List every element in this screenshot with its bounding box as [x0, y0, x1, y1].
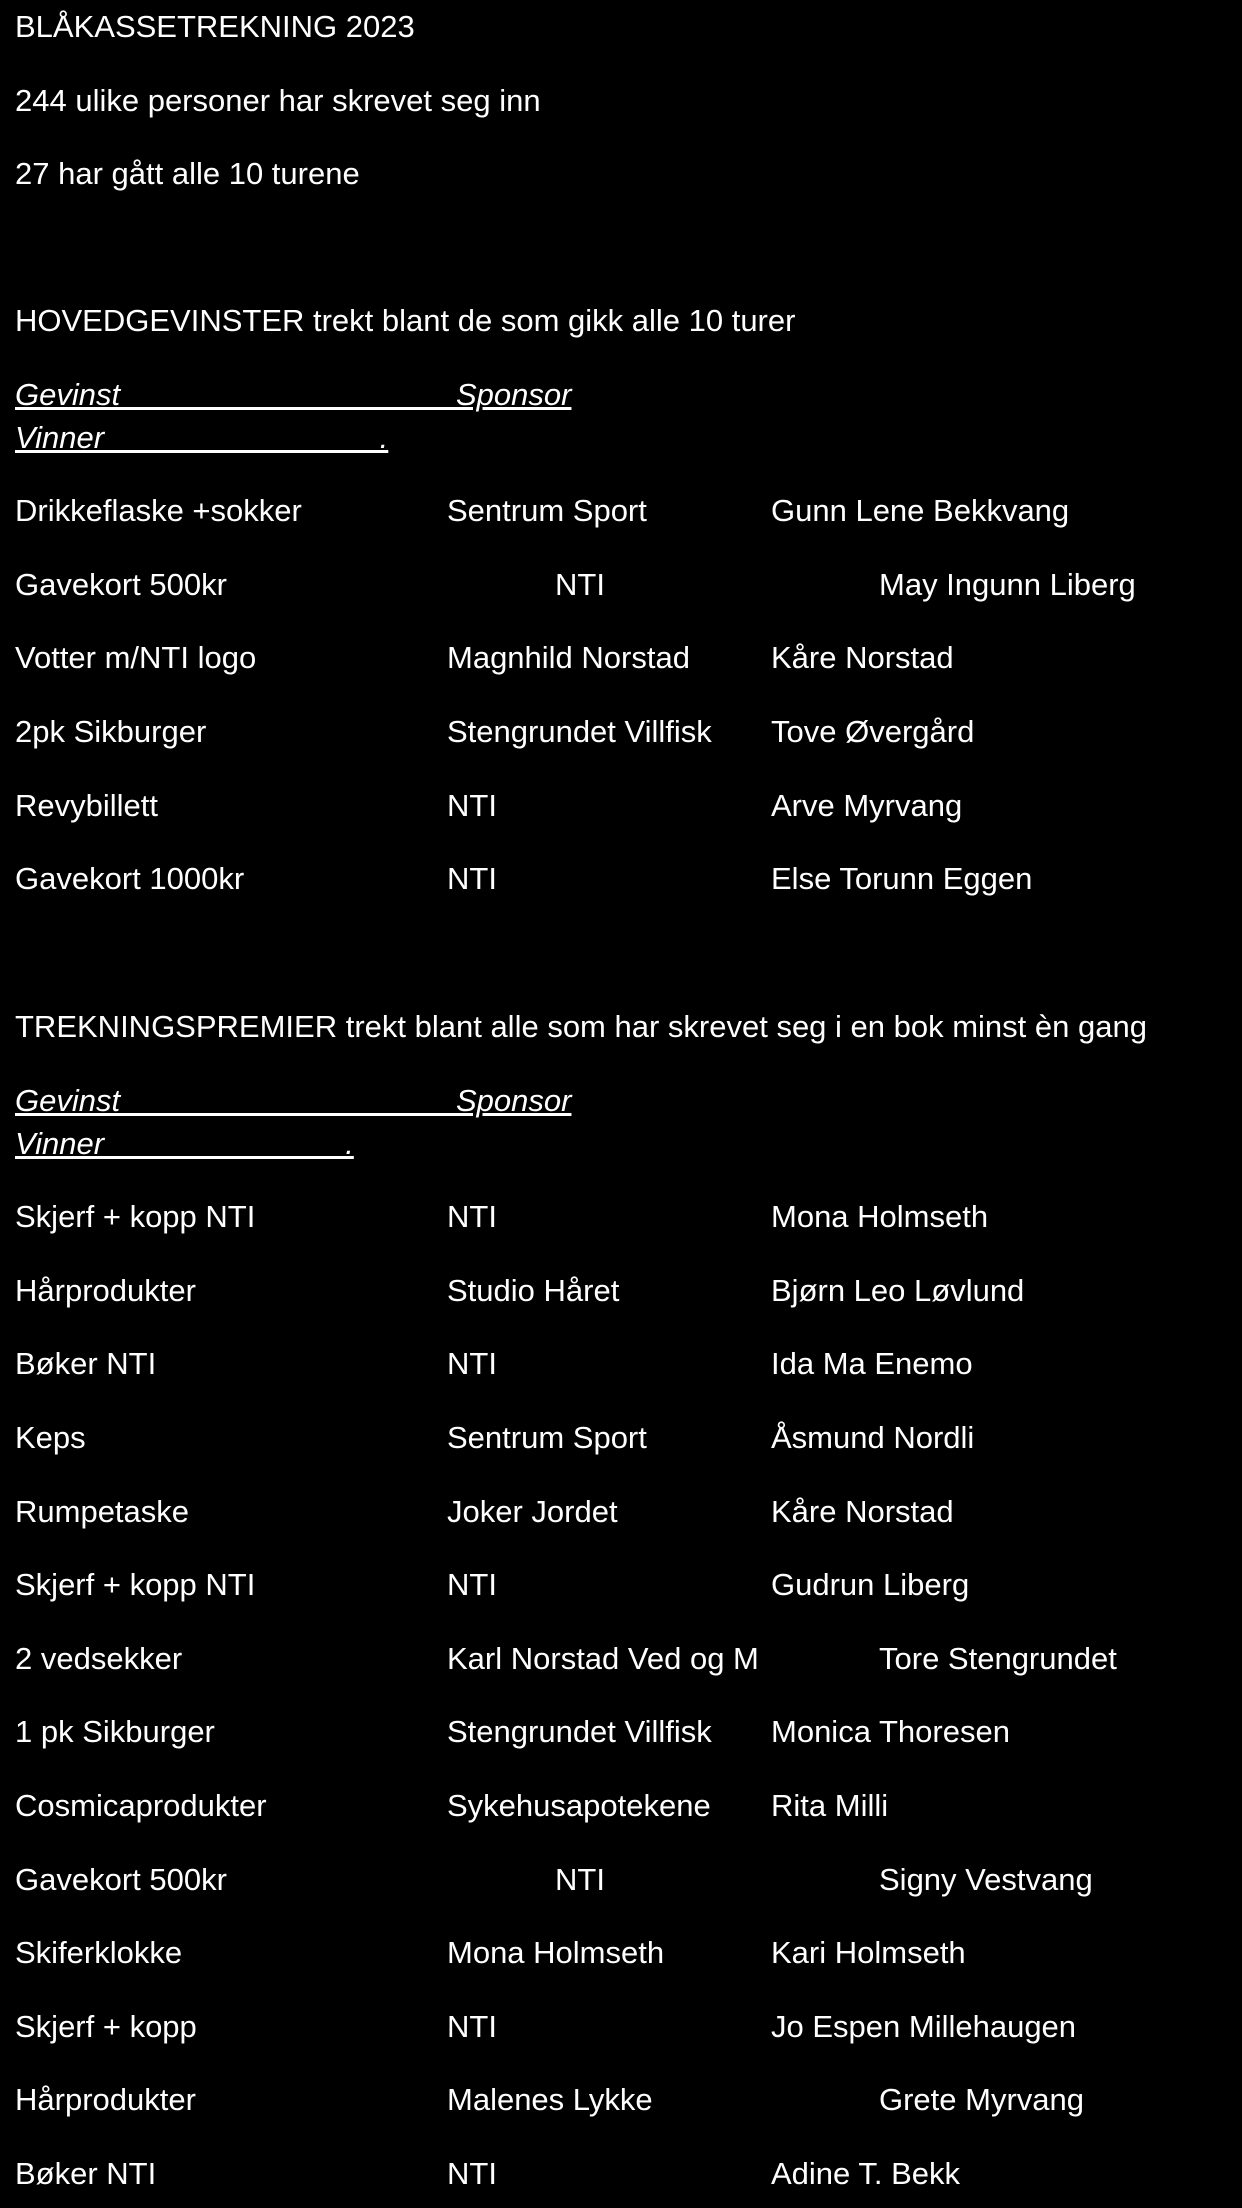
sponsor-cell: NTI — [447, 2009, 497, 2044]
table-row — [0, 642, 1242, 682]
winner-cell: Grete Myrvang — [879, 2082, 1085, 2117]
table-row — [0, 569, 1242, 609]
sponsor-cell: NTI — [447, 1199, 497, 1234]
table-row — [0, 716, 1242, 756]
draw-prizes-header-prize-sponsor: Gevinst Sponsor — [15, 1083, 572, 1118]
prize-cell: Gavekort 500kr — [15, 567, 227, 602]
table-row — [0, 1275, 1242, 1315]
winner-cell: Else Torunn Eggen — [771, 861, 1033, 896]
winner-cell: Rita Milli — [771, 1788, 889, 1823]
sponsor-cell: NTI — [447, 788, 497, 823]
prize-cell: Hårprodukter — [15, 1273, 196, 1308]
main-prizes-header-prize-sponsor: Gevinst Sponsor — [15, 377, 572, 412]
sponsor-cell: Mona Holmseth — [447, 1935, 665, 1970]
winner-cell: Kari Holmseth — [771, 1935, 966, 1970]
prize-cell: Skjerf + kopp NTI — [15, 1199, 256, 1234]
sponsor-cell: NTI — [555, 1862, 605, 1897]
table-row — [0, 1716, 1242, 1756]
prize-cell: Bøker NTI — [15, 1346, 157, 1381]
sponsor-cell: Stengrundet Villfisk — [447, 1714, 712, 1749]
winner-cell: Adine T. Bekk — [771, 2156, 960, 2191]
table-row — [0, 863, 1242, 903]
page-title: BLÅKASSETREKNING 2023 — [15, 9, 415, 44]
sponsor-cell: Stengrundet Villfisk — [447, 714, 712, 749]
winner-cell: Monica Thoresen — [771, 1714, 1010, 1749]
table-row — [0, 495, 1242, 535]
winner-cell: Gudrun Liberg — [771, 1567, 970, 1602]
prize-cell: Bøker NTI — [15, 2156, 157, 2191]
prize-cell: Rumpetaske — [15, 1494, 190, 1529]
prize-cell: 2pk Sikburger — [15, 714, 207, 749]
sponsor-cell: Magnhild Norstad — [447, 640, 690, 675]
table-row — [0, 1864, 1242, 1904]
table-row — [0, 2158, 1242, 2198]
winner-cell: Tove Øvergård — [771, 714, 975, 749]
sponsor-cell: NTI — [447, 2156, 497, 2191]
stat-participants: 244 ulike personer har skrevet seg inn — [15, 83, 541, 118]
sponsor-cell: Sykehusapotekene — [447, 1788, 711, 1823]
stat-completed-all: 27 har gått alle 10 turene — [15, 156, 360, 191]
prize-cell: Skjerf + kopp — [15, 2009, 197, 2044]
winner-cell: Signy Vestvang — [879, 1862, 1093, 1897]
prize-cell: Gavekort 1000kr — [15, 861, 245, 896]
sponsor-cell: Sentrum Sport — [447, 1420, 647, 1455]
winner-cell: Ida Ma Enemo — [771, 1346, 973, 1381]
table-row — [0, 2084, 1242, 2124]
sponsor-cell: Malenes Lykke — [447, 2082, 653, 2117]
sponsor-cell: Karl Norstad Ved og M — [447, 1641, 759, 1676]
prize-cell: Votter m/NTI logo — [15, 640, 257, 675]
prize-cell: 1 pk Sikburger — [15, 1714, 215, 1749]
table-row — [0, 1422, 1242, 1462]
prize-cell: Skjerf + kopp NTI — [15, 1567, 256, 1602]
table-row — [0, 1348, 1242, 1388]
table-row — [0, 1643, 1242, 1683]
prize-cell: Hårprodukter — [15, 2082, 196, 2117]
main-prizes-header-winner: Vinner . — [15, 420, 389, 455]
table-row — [0, 1569, 1242, 1609]
sponsor-cell: Sentrum Sport — [447, 493, 647, 528]
prize-cell: Gavekort 500kr — [15, 1862, 227, 1897]
winner-cell: May Ingunn Liberg — [879, 567, 1136, 602]
prize-cell: Skiferklokke — [15, 1935, 183, 1970]
sponsor-cell: NTI — [447, 1567, 497, 1602]
winner-cell: Arve Myrvang — [771, 788, 963, 823]
winner-cell: Tore Stengrundet — [879, 1641, 1117, 1676]
table-row — [0, 1201, 1242, 1241]
table-row — [0, 790, 1242, 830]
sponsor-cell: NTI — [555, 567, 605, 602]
sponsor-cell: Studio Håret — [447, 1273, 620, 1308]
prize-cell: 2 vedsekker — [15, 1641, 183, 1676]
winner-cell: Mona Holmseth — [771, 1199, 989, 1234]
prize-cell: Revybillett — [15, 788, 158, 823]
main-prizes-heading: HOVEDGEVINSTER trekt blant de som gikk alle 10 turer — [15, 303, 796, 338]
prize-cell: Cosmicaprodukter — [15, 1788, 267, 1823]
prize-cell: Keps — [15, 1420, 86, 1455]
sponsor-cell: NTI — [447, 1346, 497, 1381]
winner-cell: Kåre Norstad — [771, 640, 954, 675]
table-row — [0, 1937, 1242, 1977]
winner-cell: Åsmund Nordli — [771, 1420, 975, 1455]
winner-cell: Jo Espen Millehaugen — [771, 2009, 1077, 2044]
prize-cell: Drikkeflaske +sokker — [15, 493, 302, 528]
table-row — [0, 1790, 1242, 1830]
sponsor-cell: Joker Jordet — [447, 1494, 618, 1529]
table-row — [0, 2011, 1242, 2051]
table-row — [0, 1496, 1242, 1536]
draw-prizes-header-winner: Vinner . — [15, 1126, 354, 1161]
winner-cell: Kåre Norstad — [771, 1494, 954, 1529]
winner-cell: Gunn Lene Bekkvang — [771, 493, 1070, 528]
draw-prizes-heading: TREKNINGSPREMIER trekt blant alle som har skrevet seg i en bok minst èn gang — [15, 1009, 1147, 1044]
winner-cell: Bjørn Leo Løvlund — [771, 1273, 1025, 1308]
sponsor-cell: NTI — [447, 861, 497, 896]
